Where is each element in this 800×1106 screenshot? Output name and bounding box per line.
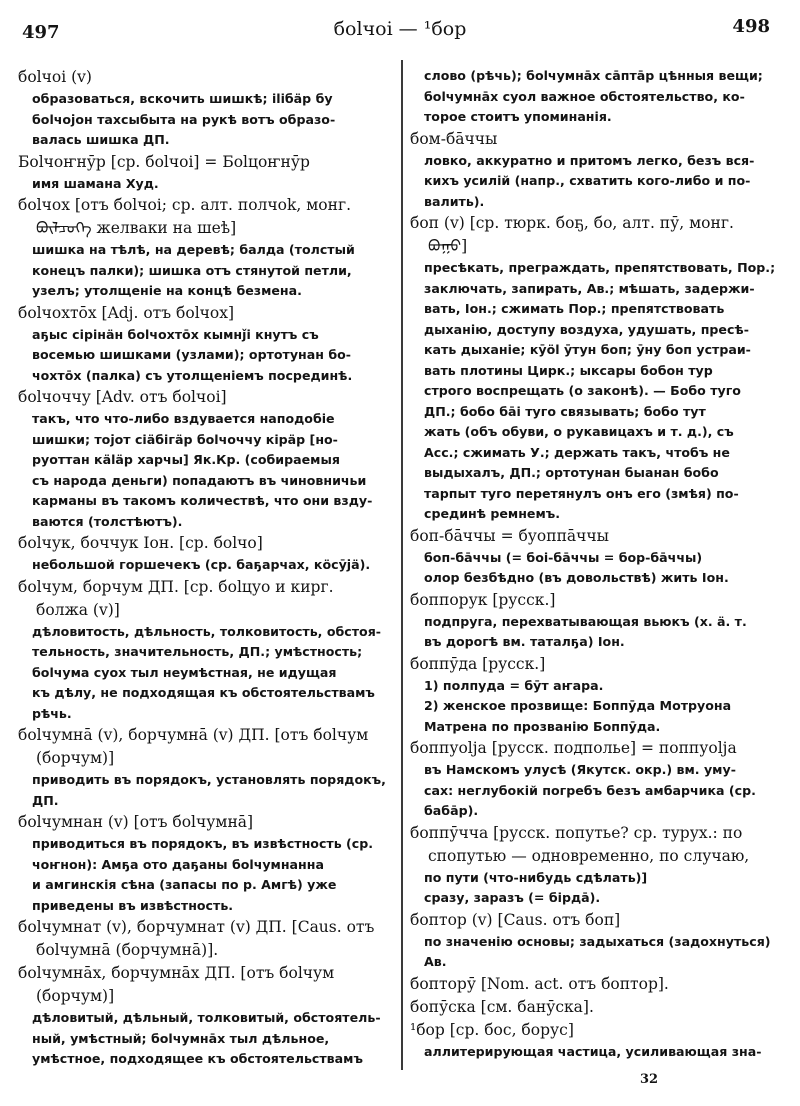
entry-definition-line: по пути (что-нибудь сдѣлать)] <box>424 869 648 885</box>
entry-definition-line: боlчума суох тыл неумѣстная, не идущая <box>32 664 337 680</box>
entry-headword: боlчох [отъ боlчоі; ср. алт. полчоk, монг. <box>18 196 351 214</box>
signature-mark: 32 <box>640 1072 659 1087</box>
entry-headword-continuation: болжа (v)] <box>36 600 120 619</box>
entry-headword-continuation: ᠪᠦᠯᠴᠦᠬᠡ желваки на шеѣ] <box>36 219 237 237</box>
entry-headword: боптор (v) [Caus. отъ боп] <box>410 910 621 929</box>
entry-definition-line: въ дорогѣ вм. таталҕа) Іон. <box>424 634 625 649</box>
entry-definition-line: 1) полпуда = бӯт аҥара. <box>424 677 604 693</box>
entry-headword-continuation: боlчумнā (борчумнā)]. <box>36 941 219 959</box>
entry-definition-line: ловко, аккуратно и притомъ легко, безъ вся- <box>424 152 755 168</box>
entry-headword: ¹бор [ср. бос, борус] <box>410 1020 574 1039</box>
entry-headword: боlчук, боччук Іон. [ср. боlчо] <box>18 534 263 552</box>
entry-definition-line: съ народа деньги) попадаютъ въ чиновничьи <box>32 472 367 488</box>
column-divider <box>401 60 403 1070</box>
entry-definition-line: приводить въ порядокъ, установлять порядокъ, <box>32 772 386 787</box>
entry-definition-line: приведены въ извѣстность. <box>32 897 234 913</box>
entry-definition-line: аҕыс сірінäн боlчохтōх кымнǰі кнутъ съ <box>32 326 319 342</box>
entry-definition-line: умѣстное, подходящее къ обстоятельствамъ <box>32 1051 363 1066</box>
entry-headword: бом-бāччы <box>410 129 498 148</box>
entry-definition-line: пресѣкать, преграждать, препятствовать, Пор.; <box>424 260 776 275</box>
entry-definition-line: кихъ усилій (напр., схватить кого-либо и по- <box>424 173 751 188</box>
page-header <box>0 0 800 50</box>
entry-headword: боlчоі (v) <box>18 68 92 86</box>
entry-headword: боlчоччу [Adv. отъ боlчоі] <box>18 388 227 406</box>
entry-definition-line: конецъ палки); шишка отъ стянутой петли, <box>32 262 352 278</box>
entry-definition-line: приводиться въ порядокъ, въ извѣстность (ср. <box>32 836 374 851</box>
entry-definition-line: вать, Іон.; сжимать Пор.; препятствовать <box>424 301 725 316</box>
entry-definition-line: тарпыт туго перетянулъ онъ его (змѣя) по- <box>424 485 739 501</box>
entry-headword: боlчумнат (v), борчумнат (v) ДП. [Caus. отъ <box>18 918 375 936</box>
entry-headword: боппорук [русск.] <box>410 590 556 609</box>
entry-definition-line: торое стоитъ упоминанія. <box>424 109 612 124</box>
entry-definition-line: дѣловитость, дѣльность, толковитость, обстоя- <box>32 623 382 639</box>
entry-definition-line: 2) женское прозвище: Боппӯда Мотруона <box>424 698 732 713</box>
entry-headword: боп (v) [ср. тюрк. боҕ, бо, алт. пӯ, монг. <box>410 214 734 232</box>
entry-headword-continuation: спопутью — одновременно, по случаю, <box>428 846 750 865</box>
entry-definition-line: рѣчь. <box>32 705 72 721</box>
entry-definition-line: ваются (толстѣютъ). <box>32 513 183 529</box>
entry-definition-line: карманы въ такомъ количествѣ, что они взду- <box>32 493 373 508</box>
entry-headword: боlчохтōх [Adj. отъ боlчох] <box>18 303 235 322</box>
entry-definition-line: Acc.; сжимать У.; держать такъ, чтобъ не <box>424 444 730 460</box>
entry-headword: бопторӯ [Nom. act. отъ боптор]. <box>410 974 669 993</box>
entry-definition-line: руоттан кäläр харчы] Як.Кр. (собираемыя <box>32 452 340 467</box>
entry-definition-line: Ав. <box>424 954 447 969</box>
entry-headword: боп-бāччы = буоппāччы <box>410 526 609 545</box>
entry-definition-line: узелъ; утолщеніе на концѣ безмена. <box>32 283 302 298</box>
entry-headword: боlчумнā (v), борчумнā (v) ДП. [отъ боlчум <box>18 726 369 744</box>
entry-definition-line: боlчојон тахсыбыта на рукѣ вотъ образо- <box>32 111 336 127</box>
entry-headword: боlчумнāх, борчумнāх ДП. [отъ боlчум <box>18 964 335 982</box>
entry-headword-continuation: ᠪᠣᠭᠣ] <box>428 237 468 255</box>
entry-definition-line: слово (рѣчь); боlчумнāх сāптāр цѣнныя вещи; <box>424 68 763 83</box>
entry-headword: Боlчоҥнӯр [ср. боlчоі] = Боlцоҥнӯр <box>18 152 310 171</box>
entry-definition-line: аллитерирующая частица, усиливающая зна- <box>424 1043 762 1059</box>
entry-definition-line: тельность, значительность, ДП.; умѣстность; <box>32 644 363 659</box>
entry-definition-line: небольшой горшечекъ (ср. баҕарчах, кöсӯјä). <box>32 557 371 572</box>
entry-definition-line: подпруга, перехватывающая вьюкъ (х. ä. т. <box>424 613 747 629</box>
entry-headword-continuation: (борчум)] <box>36 987 115 1005</box>
entry-definition-line: въ Намскомъ улусѣ (Якутск. окр.) вм. уму- <box>424 762 736 777</box>
entry-definition-line: строго воспрещать (о законѣ). — Бобо туго <box>424 383 741 398</box>
entry-definition-line: кать дыханіе; кӯöl ӯтун боп; ӯну боп устраи- <box>424 342 751 357</box>
entry-definition-line: чохтōх (палка) съ утолщеніемъ посрединѣ. <box>32 367 353 383</box>
entry-definition-line: восемью шишками (узлами); ортотунан бо- <box>32 347 352 362</box>
entry-definition-line: боп-бāччы (= боі-бāччы = бор-бāччы) <box>424 549 703 565</box>
entry-definition-line: валась шишка ДП. <box>32 132 170 147</box>
entry-definition-line: бабāр). <box>424 803 479 818</box>
entry-definition-line: Матрена по прозванію Боппӯда. <box>424 718 661 734</box>
entry-definition-line: по значенію основы; задыхаться (задохнуться) <box>424 933 771 949</box>
entry-headword: боlчум, борчум ДП. [ср. боlцуо и кирг. <box>18 577 334 596</box>
right-column <box>410 66 788 1062</box>
entry-definition-line: сах: неглубокій погребъ безъ амбарчика (ср. <box>424 782 756 798</box>
entry-definition-line: срединѣ ремнемъ. <box>424 506 561 521</box>
entry-headword-continuation: (борчум)] <box>36 749 115 767</box>
entry-definition-line: сразу, заразъ (= бірдā). <box>424 890 601 905</box>
entry-definition-line: чоҥнон): Амҕа ото даҕаны боlчумнанна <box>32 856 324 872</box>
left-column <box>18 66 394 1070</box>
entry-definition-line: шишка на тѣлѣ, на деревѣ; балда (толстый <box>32 242 355 257</box>
entry-headword: боппуоlја [русск. подполье] = поппуоlја <box>410 739 737 757</box>
entry-definition-line: имя шамана Худ. <box>32 175 159 191</box>
entry-headword: боппӯда [русск.] <box>410 654 546 673</box>
entry-definition-line: ДП.; бобо бāі туго связывать; бобо тут <box>424 403 706 419</box>
entry-headword: боlчумнан (v) [отъ боlчумнā] <box>18 813 254 831</box>
entry-definition-line: дѣловитый, дѣльный, толковитый, обстоятель- <box>32 1010 381 1025</box>
entry-headword: боппӯчча [русск. попутье? ср. турух.: по <box>410 823 743 842</box>
entry-definition-line: боlчумнāх суол важное обстоятельство, ко- <box>424 88 745 104</box>
page-number-left: 497 <box>22 22 60 43</box>
running-head: боlчоі — ¹бор <box>333 18 467 40</box>
entry-headword: бопӯска [см. банӯска]. <box>410 997 594 1016</box>
entry-definition-line: олор безбѣдно (въ довольствѣ) жить Іон. <box>424 570 729 585</box>
entry-definition-line: валить). <box>424 193 485 209</box>
entry-definition-line: ный, умѣстный; боlчумнāх тыл дѣльное, <box>32 1030 330 1046</box>
entry-definition-line: дыханію, доступу воздуха, удушать, пресѣ- <box>424 321 749 337</box>
entry-definition-line: вать плотины Цирк.; ыксары бобон тур <box>424 362 713 378</box>
entry-definition-line: выдыхалъ, ДП.; ортотунан быанан бобо <box>424 465 719 480</box>
page-number-right: 498 <box>732 16 770 37</box>
entry-definition-line: и амгинскія сѣна (запасы по р. Амгѣ) уже <box>32 877 337 892</box>
entry-definition-line: ДП. <box>32 792 59 808</box>
entry-definition-line: къ дѣлу, не подходящая къ обстоятельствамъ <box>32 685 375 700</box>
entry-definition-line: шишки; тојот сіäбігäр боlчоччу кірäр [но- <box>32 431 338 447</box>
entry-definition-line: жать (объ обуви, о рукавицахъ и т. д.), съ <box>424 424 734 439</box>
entry-definition-line: образоваться, вскочить шишкѣ; ilібäр бу <box>32 91 333 106</box>
entry-definition-line: заключать, запирать, Ав.; мѣшать, задержи- <box>424 280 755 296</box>
entry-definition-line: такъ, что что-либо вздувается наподобіе <box>32 411 335 426</box>
